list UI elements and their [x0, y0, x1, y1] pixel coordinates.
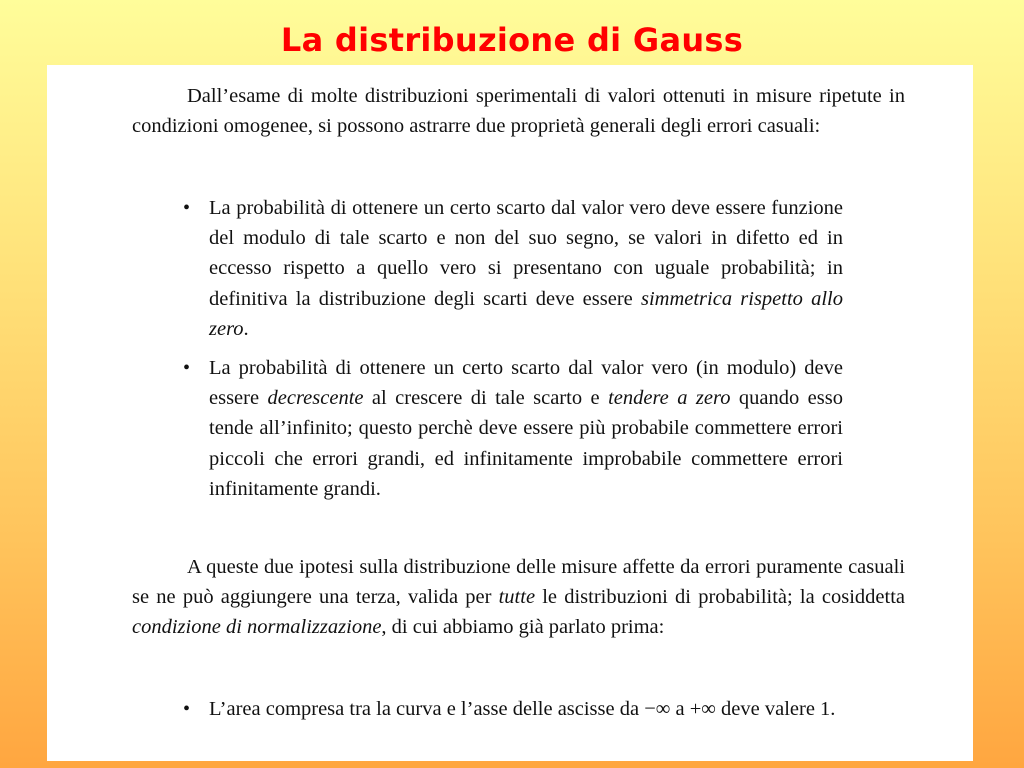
bullet-text-area	[209, 694, 843, 724]
text-run: .	[243, 317, 249, 340]
text-run: Dall’esame di molte distribuzioni sperimentali di valori ottenuti in misure ripetute in condizioni omogenee, si possono astrarre due proprietà generali degli errori casuali:	[132, 85, 905, 138]
text-run: le distribuzioni di probabilità; la cosiddetta	[535, 586, 905, 609]
intro-paragraph	[132, 81, 905, 141]
bullet-icon: •	[183, 197, 191, 219]
bullet-icon: •	[183, 357, 191, 379]
text-run: A queste due ipotesi sulla distribuzione delle misure affette da errori puramente casuali se ne può aggiungere una terza, valida per	[132, 556, 905, 609]
bullet-item-area	[183, 694, 843, 724]
normalization-paragraph	[132, 552, 905, 643]
text-run: , di cui abbiamo già parlato prima:	[381, 616, 665, 639]
bullet-icon: •	[183, 698, 191, 720]
text-run: L’area compresa tra la curva e l’asse delle ascisse da −∞ a +∞ deve valere 1.	[209, 698, 836, 720]
italic-run: condizione di normalizzazione	[132, 616, 382, 639]
text-run: al crescere di tale scarto e	[363, 387, 609, 410]
bullet-item-symmetry	[183, 193, 844, 344]
normalization-text	[132, 552, 905, 643]
italic-run: decrescente	[267, 387, 364, 410]
intro-text	[132, 81, 905, 141]
bullet-text-symmetry	[209, 193, 843, 344]
italic-run: simmetrica rispetto allo zero	[209, 287, 844, 340]
text-run: quando esso tende all’infinito; questo perchè deve essere più probabile commettere errori piccoli che errori grandi, ed infinitamente improbabile commettere errori infinitamente grandi.	[209, 387, 843, 500]
text-panel	[47, 65, 973, 761]
bullet-text-decreasing	[209, 353, 843, 504]
italic-run: tendere a zero	[608, 387, 731, 410]
text-run: La probabilità di ottenere un certo scarto dal valor vero deve essere funzione del modulo di tale scarto e non del suo segno, se valori in difetto ed in eccesso rispetto a quello vero si presentano con uguale probabilità; in definitiva la distribuzione degli scarti deve essere	[209, 197, 843, 310]
bullet-item-decreasing	[183, 353, 843, 504]
text-run: La probabilità di ottenere un certo scarto dal valor vero (in modulo) deve essere	[209, 357, 843, 410]
italic-run: tutte	[498, 586, 536, 609]
slide-title: La distribuzione di Gauss	[280, 21, 744, 59]
